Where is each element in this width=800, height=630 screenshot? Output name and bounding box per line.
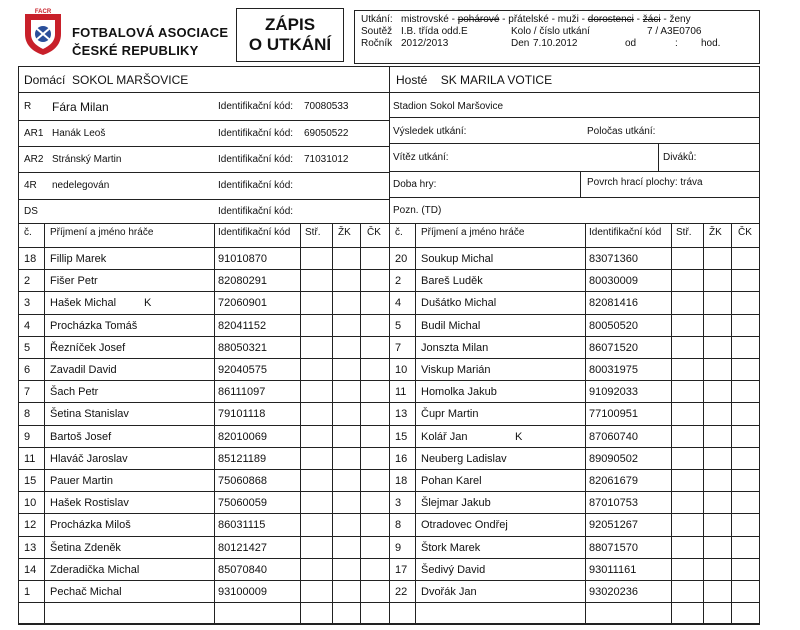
player-id: 80121427 <box>218 542 267 554</box>
season-value: 2012/2013 <box>401 38 449 49</box>
org-line-2: ČESKÉ REPUBLIKY <box>72 43 199 58</box>
player-no: 13 <box>395 408 408 420</box>
player-id: 77100951 <box>589 408 638 420</box>
player-no: 16 <box>395 453 408 465</box>
player-name: Viskup Marián <box>421 364 491 376</box>
player-id: 93011161 <box>589 564 637 576</box>
competition-label: Soutěž <box>361 26 393 37</box>
player-name: Zderadička Michal <box>50 564 140 576</box>
player-id: 87060740 <box>589 431 638 443</box>
player-id: 85121189 <box>218 453 267 465</box>
away-team-name: SK MARILA VOTICE <box>440 73 553 87</box>
player-no: 2 <box>395 275 402 287</box>
season-label: Ročník <box>361 38 393 49</box>
player-no: 15 <box>24 475 37 487</box>
player-name: Kolář Jan <box>421 431 468 443</box>
player-name: Šedivý David <box>421 564 486 576</box>
winner-label: Vítěz utkání: <box>393 152 449 163</box>
official-role: AR1 <box>24 128 44 139</box>
away-label: Hosté <box>396 73 428 87</box>
player-id: 79101118 <box>218 408 266 420</box>
player-id: 86111097 <box>218 386 266 398</box>
player-name: Bareš Luděk <box>421 275 483 287</box>
match-types: mistrovské - pohárové - přátelské - muži - dorostenci - žáci - ženy <box>401 14 691 25</box>
player-id: 93020236 <box>589 586 638 598</box>
time-from-label: od <box>625 38 637 49</box>
player-mark: K <box>144 297 152 309</box>
result-label: Výsledek utkání: <box>393 126 467 137</box>
player-id: 83071360 <box>589 253 638 265</box>
player-name: Dušátko Michal <box>421 297 497 309</box>
player-no: 10 <box>395 364 408 376</box>
home-header-ck: ČK <box>367 227 381 238</box>
player-id: 86071520 <box>589 342 638 354</box>
duration-label: Doba hry: <box>393 179 437 190</box>
match-type-option: muži <box>557 14 579 25</box>
away-header-id: Identifikační kód <box>589 227 662 238</box>
official-role: AR2 <box>24 154 44 165</box>
day-value: 7.10.2012 <box>533 38 578 49</box>
official-id-label: Identifikační kód: <box>218 101 294 112</box>
player-no: 6 <box>24 364 31 376</box>
official-name: Fára Milan <box>52 100 109 114</box>
player-id: 75060868 <box>218 475 267 487</box>
match-info-box <box>354 10 760 64</box>
player-no: 4 <box>395 297 402 309</box>
player-name: Štork Marek <box>421 542 481 554</box>
player-no: 9 <box>395 542 402 554</box>
player-name: Pechač Michal <box>50 586 122 598</box>
player-id: 75060059 <box>218 497 267 509</box>
home-header-name: Příjmení a jméno hráče <box>50 227 154 238</box>
round-label: Kolo / číslo utkání <box>511 26 590 37</box>
match-type-option: mistrovské <box>401 14 449 25</box>
title-line-2: O UTKÁNÍ <box>248 35 332 54</box>
player-no: 18 <box>24 253 37 265</box>
player-name: Fillip Marek <box>50 253 107 265</box>
player-name: Neuberg Ladislav <box>421 453 507 465</box>
organization-name <box>72 24 228 60</box>
player-id: 92051267 <box>589 519 638 531</box>
player-id: 82081416 <box>589 297 638 309</box>
player-name: Zavadil David <box>50 364 117 376</box>
player-name: Pohan Karel <box>421 475 482 487</box>
round-value: 7 / A3E0706 <box>647 26 702 37</box>
season-row <box>361 38 753 50</box>
home-header-id: Identifikační kód <box>218 227 291 238</box>
official-id-label: Identifikační kód: <box>218 128 294 139</box>
away-header-zk: ŽK <box>709 227 722 238</box>
player-name: Dvořák Jan <box>421 586 477 598</box>
halftime-label: Poločas utkání: <box>587 126 656 137</box>
player-name: Procházka Miloš <box>50 519 131 531</box>
away-header-ck: ČK <box>738 227 752 238</box>
home-team-name: SOKOL MARŠOVICE <box>72 73 189 87</box>
player-id: 82041152 <box>218 320 267 332</box>
player-name: Fišer Petr <box>50 275 98 287</box>
vertical-split <box>389 66 390 624</box>
stadium-label: Stadion <box>393 101 427 112</box>
away-header-name: Příjmení a jméno hráče <box>421 227 525 238</box>
away-header-str: Stř. <box>676 227 692 238</box>
player-id: 80030009 <box>589 275 638 287</box>
player-no: 8 <box>395 519 402 531</box>
player-id: 88050321 <box>218 342 267 354</box>
player-no: 12 <box>24 519 37 531</box>
player-no: 8 <box>24 408 31 420</box>
player-name: Hlaváč Jaroslav <box>50 453 128 465</box>
player-name: Šetina Stanislav <box>50 408 129 420</box>
player-name: Bartoš Josef <box>50 431 112 443</box>
official-id: 70080533 <box>304 101 349 112</box>
player-no: 18 <box>395 475 408 487</box>
official-id: 69050522 <box>304 128 349 139</box>
player-no: 10 <box>24 497 37 509</box>
player-id: 82080291 <box>218 275 267 287</box>
official-id-label: Identifikační kód: <box>218 206 294 217</box>
player-id: 80031975 <box>589 364 638 376</box>
player-no: 3 <box>395 497 402 509</box>
player-id: 85070840 <box>218 564 267 576</box>
player-name: Řezníček Josef <box>50 342 126 354</box>
player-no: 1 <box>24 586 31 598</box>
player-no: 4 <box>24 320 31 332</box>
player-name: Pauer Martin <box>50 475 113 487</box>
player-no: 22 <box>395 586 408 598</box>
player-no: 20 <box>395 253 408 265</box>
player-no: 7 <box>395 342 402 354</box>
player-id: 91010870 <box>218 253 267 265</box>
player-no: 17 <box>395 564 408 576</box>
home-label: Domácí <box>24 73 66 87</box>
day-label: Den <box>511 38 530 49</box>
official-role: DS <box>24 206 38 217</box>
official-id-label: Identifikační kód: <box>218 154 294 165</box>
player-id: 80050520 <box>589 320 638 332</box>
player-name: Hašek Rostislav <box>50 497 129 509</box>
player-name: Budil Michal <box>421 320 481 332</box>
hours-label: hod. <box>701 38 721 49</box>
logo-text: FAČR <box>34 9 52 15</box>
player-name: Soukup Michal <box>421 253 494 265</box>
player-no: 5 <box>395 320 402 332</box>
player-name: Šetina Zdeněk <box>50 542 121 554</box>
surface-value: tráva <box>680 177 703 188</box>
surface <box>587 176 703 190</box>
official-id-label: Identifikační kód: <box>218 180 294 191</box>
official-name: nedelegován <box>52 180 110 191</box>
official-id: 71031012 <box>304 154 349 165</box>
player-id: 82061679 <box>589 475 638 487</box>
official-role: R <box>24 101 32 112</box>
match-type-option: přátelské <box>508 14 549 25</box>
player-name: Jonszta Milan <box>421 342 489 354</box>
player-no: 5 <box>24 342 31 354</box>
official-name: Hanák Leoš <box>52 128 106 139</box>
home-header-str: Stř. <box>305 227 321 238</box>
stadium <box>393 100 503 114</box>
match-type-option: žáci <box>642 14 661 25</box>
player-name: Hašek Michal <box>50 297 117 309</box>
player-no: 7 <box>24 386 31 398</box>
player-name: Šlejmar Jakub <box>421 497 491 509</box>
player-no: 11 <box>24 453 36 465</box>
away-header-no: č. <box>395 227 403 238</box>
match-type-option: dorostenci <box>587 14 634 25</box>
spectators-label: Diváků: <box>663 152 697 163</box>
player-id: 93100009 <box>218 586 267 598</box>
player-name: Procházka Tomáš <box>50 320 138 332</box>
home-header-no: č. <box>24 227 32 238</box>
org-line-1: FOTBALOVÁ ASOCIACE <box>72 25 229 40</box>
match-type-option: pohárové <box>457 14 500 25</box>
player-name: Homolka Jakub <box>421 386 497 398</box>
player-name: Šach Petr <box>50 386 99 398</box>
player-mark: K <box>515 431 523 443</box>
player-id: 91092033 <box>589 386 638 398</box>
match-type-row <box>361 14 753 26</box>
player-id: 86031115 <box>218 519 266 531</box>
player-no: 14 <box>24 564 37 576</box>
facr-logo-icon <box>22 8 64 56</box>
player-id: 92040575 <box>218 364 267 376</box>
stadium-value: Sokol Maršovice <box>429 101 504 112</box>
player-no: 11 <box>395 386 407 398</box>
surface-label: Povrch hrací plochy: <box>587 177 678 188</box>
official-name: Stránský Martin <box>52 154 122 165</box>
player-id: 89090502 <box>589 453 638 465</box>
title-line-1: ZÁPIS <box>264 15 316 34</box>
player-no: 13 <box>24 542 37 554</box>
player-id: 88071570 <box>589 542 638 554</box>
player-id: 82010069 <box>218 431 267 443</box>
competition-value: I.B. třída odd.E <box>401 26 468 37</box>
time-colon: : <box>675 38 678 49</box>
player-id: 72060901 <box>218 297 267 309</box>
player-no: 9 <box>24 431 31 443</box>
competition-row <box>361 26 753 38</box>
home-header-zk: ŽK <box>338 227 351 238</box>
player-name: Čupr Martin <box>421 408 479 420</box>
player-no: 15 <box>395 431 408 443</box>
player-no: 3 <box>24 297 31 309</box>
home-team <box>24 73 188 87</box>
report-title <box>236 8 344 62</box>
match-type-label: Utkání: <box>361 14 393 25</box>
note-label: Pozn. (TD) <box>393 205 442 216</box>
player-no: 2 <box>24 275 31 287</box>
away-team <box>396 73 552 87</box>
player-id: 87010753 <box>589 497 638 509</box>
player-name: Otradovec Ondřej <box>421 519 508 531</box>
match-type-option: ženy <box>669 14 691 25</box>
official-role: 4R <box>24 180 37 191</box>
